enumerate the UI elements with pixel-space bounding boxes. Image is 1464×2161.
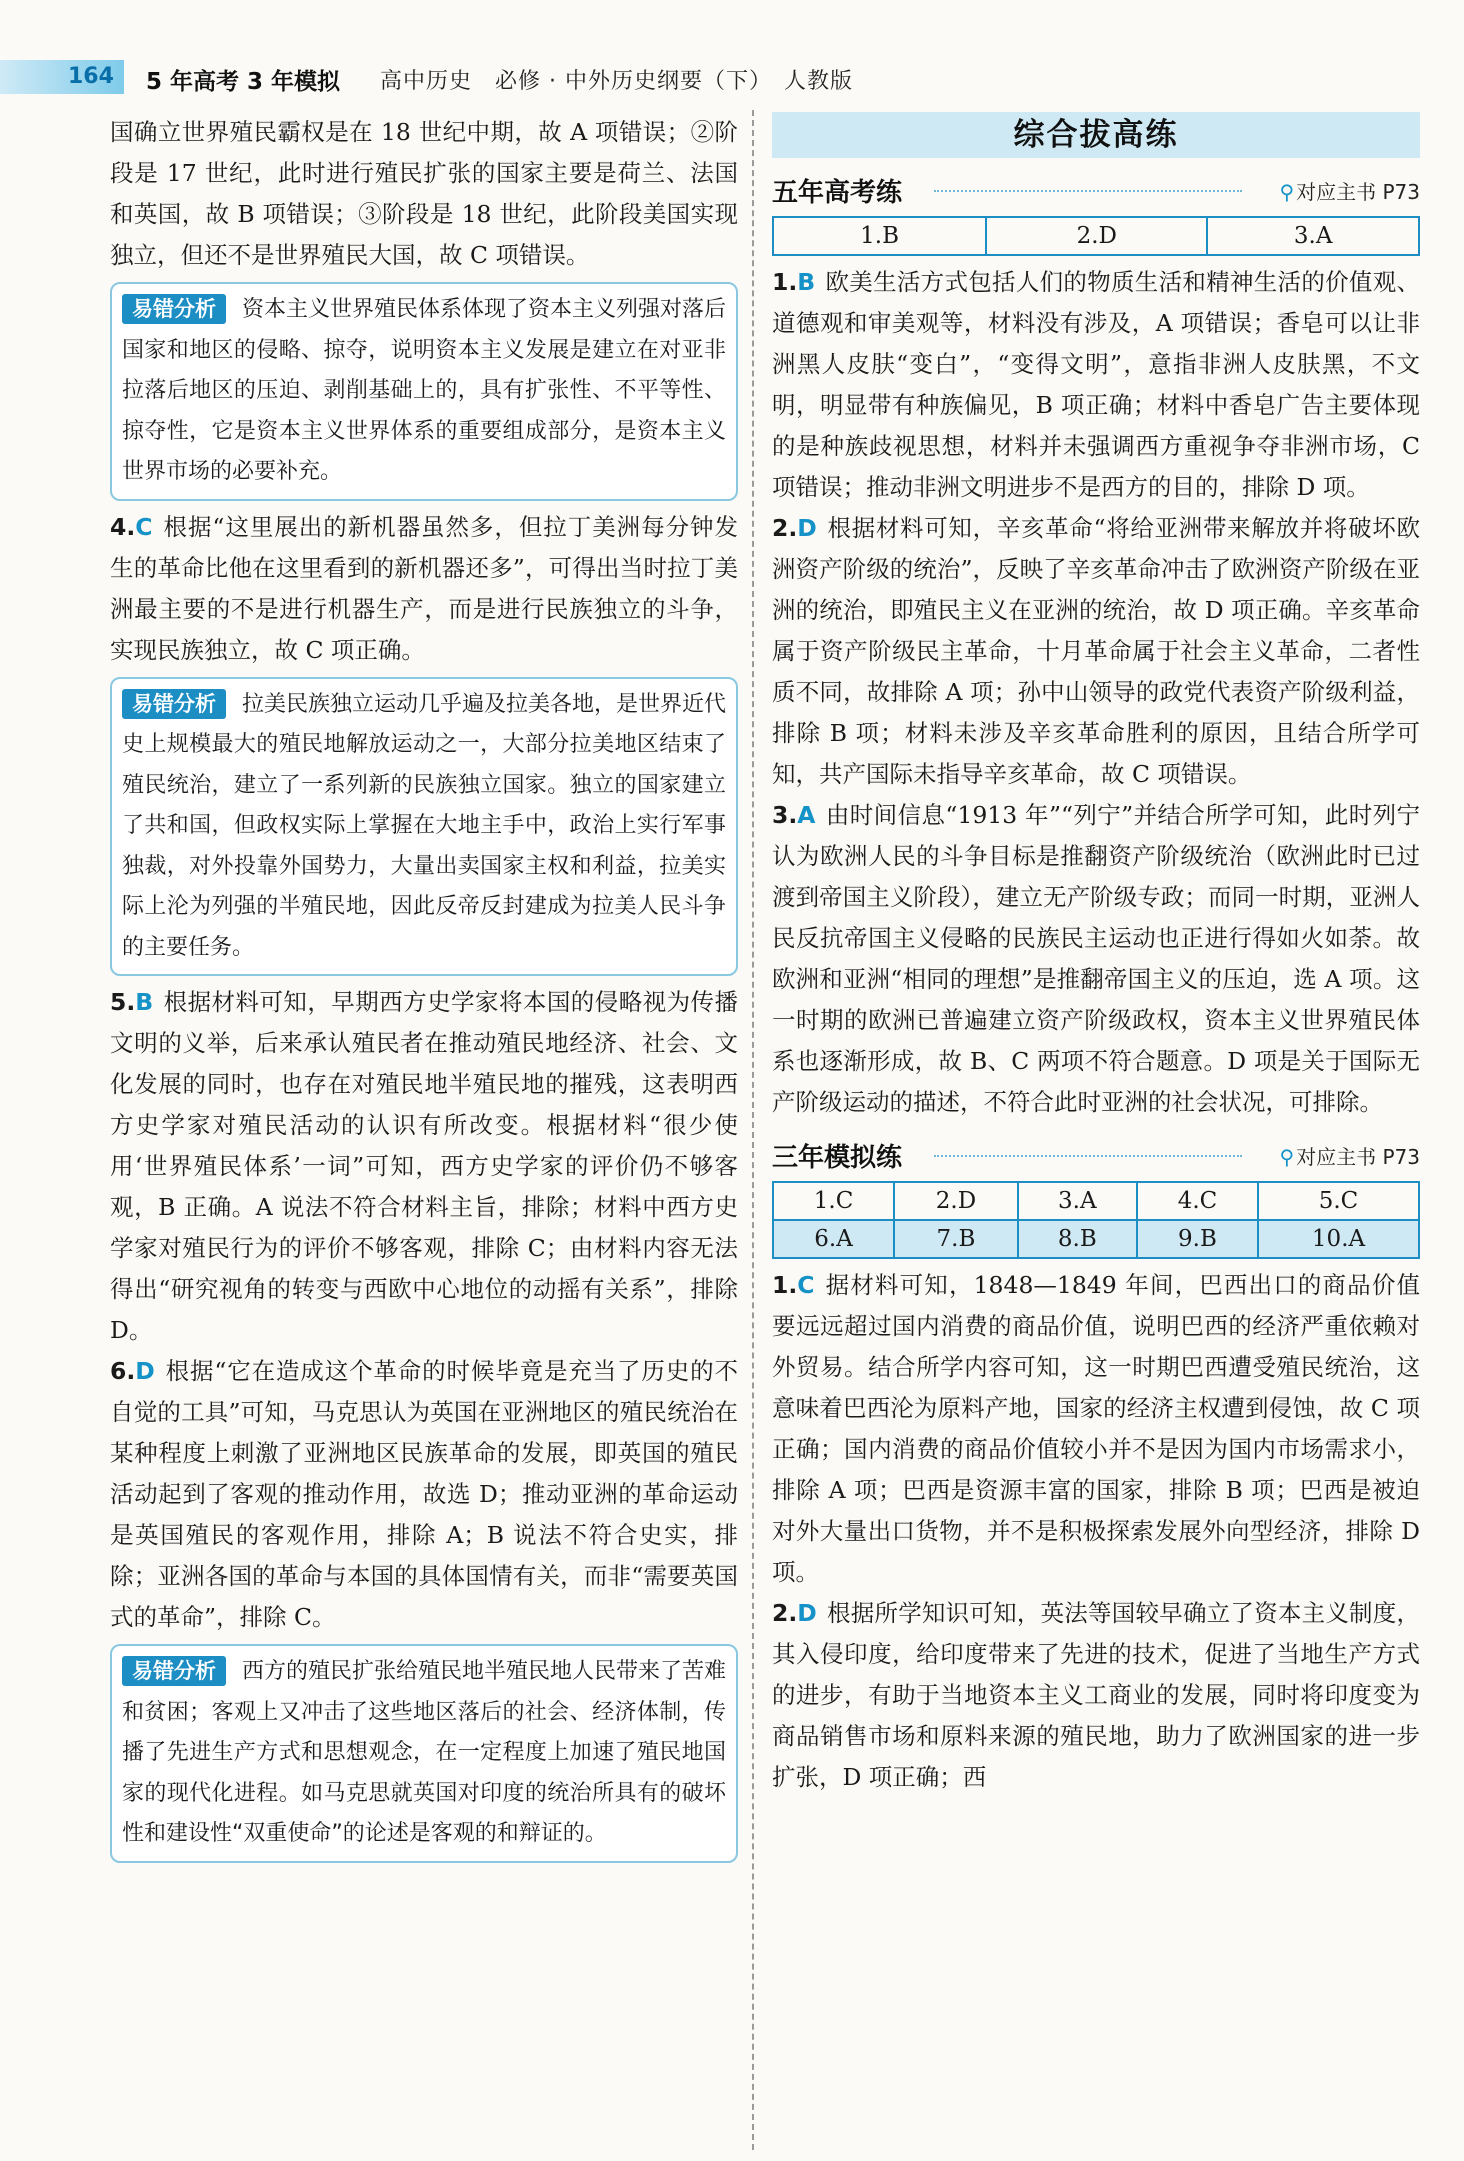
- error-analysis-box: [110, 1644, 738, 1863]
- answer-item-r1: [772, 262, 1420, 508]
- answer-cell: 3.A: [1207, 217, 1419, 255]
- item-answer: C: [797, 1271, 815, 1299]
- error-analysis-tag: 易错分析: [122, 689, 226, 719]
- answer-item-r3: [772, 795, 1420, 1123]
- answer-item-s2: [772, 1593, 1420, 1798]
- subsection-heading: [772, 168, 1420, 212]
- book-title: 5 年高考 3 年模拟: [146, 69, 341, 95]
- item-number: 5.: [110, 988, 136, 1016]
- item-number: 1.: [772, 268, 798, 296]
- answer-cell: 9.B: [1137, 1220, 1258, 1258]
- subsection-title: 三年模拟练: [772, 1143, 903, 1173]
- main-book-reference: [1279, 1141, 1420, 1170]
- subsection-title: 五年高考练: [772, 178, 903, 208]
- item-explanation: 根据材料可知，辛亥革命“将给亚洲带来解放并将破坏欧洲资产阶级的统治”，反映了辛亥革命冲击了欧洲资产阶级在亚洲的统治，即殖民主义在亚洲的统治，故 D 项正确。辛亥革命属于资产阶级民主革命，十月革命属于社会主义革命，二者性质不同，故排除 A 项；孙中山领导的政党代表资产阶级利益，排除 B 项；材料未涉及辛亥革命胜利的原因，且结合所学可知，共产国际未指导辛亥革命，故 C 项错误。: [772, 514, 1420, 788]
- column-divider: [752, 110, 754, 2150]
- reference-text: 对应主书 P73: [1296, 180, 1420, 204]
- item-number: 1.: [772, 1271, 798, 1299]
- answer-cell: 6.A: [773, 1220, 894, 1258]
- item-number: 3.: [772, 801, 798, 829]
- error-analysis-text: 拉美民族独立运动几乎遍及拉美各地，是世界近代史上规模最大的殖民地解放运动之一，大部分拉美地区结束了殖民统治，建立了一系列新的民族独立国家。独立的国家建立了共和国，但政权实际上掌握在大地主手中，政治上实行军事独裁，对外投靠外国势力，大量出卖国家主权和利益，拉美实际上沦为列强的半殖民地，因此反帝反封建成为拉美人民斗争的主要任务。: [122, 691, 727, 960]
- answer-cell: 7.B: [894, 1220, 1018, 1258]
- subsection-heading: [772, 1133, 1420, 1177]
- error-analysis-tag: 易错分析: [122, 294, 226, 324]
- item-number: 2.: [772, 1599, 798, 1627]
- answer-item-4: [110, 507, 738, 671]
- item-answer: D: [797, 1599, 817, 1627]
- item-answer: A: [797, 801, 816, 829]
- main-book-reference: [1279, 176, 1420, 205]
- section-banner: 综合拔高练: [772, 112, 1420, 158]
- left-column: [110, 112, 738, 1869]
- item-number: 2.: [772, 514, 798, 542]
- right-column: [772, 112, 1420, 1798]
- item-number: 6.: [110, 1357, 136, 1385]
- book-subtitle: 高中历史 必修 · 中外历史纲要（下） 人教版: [380, 69, 853, 94]
- item-explanation: 根据材料可知，早期西方史学家将本国的侵略视为传播文明的义举，后来承认殖民者在推动殖民地经济、社会、文化发展的同时，也存在对殖民地半殖民地的摧残，这表明西方史学家对殖民活动的认识有所改变。根据材料“很少使用‘世界殖民体系’一词”可知，西方史学家的评价仍不够客观，B 正确。A 说法不符合材料主旨，排除；材料中西方史学家对殖民行为的评价不够客观，排除 C；由材料内容无法得出“研究视角的转变与西欧中心地位的动摇有关系”，排除 D。: [110, 988, 738, 1344]
- answer-table: [772, 1181, 1420, 1259]
- error-analysis-tag: 易错分析: [122, 1656, 226, 1686]
- answer-item-s1: [772, 1265, 1420, 1593]
- answer-cell: 1.C: [773, 1182, 894, 1220]
- error-analysis-text: 资本主义世界殖民体系体现了资本主义列强对落后国家和地区的侵略、掠夺，说明资本主义发展是建立在对亚非拉落后地区的压迫、剥削基础上的，具有扩张性、不平等性、掠夺性，它是资本主义世界体系的重要组成部分，是资本主义世界市场的必要补充。: [122, 297, 727, 484]
- continued-paragraph: 国确立世界殖民霸权是在 18 世纪中期，故 A 项错误；②阶段是 17 世纪，此时进行殖民扩张的国家主要是荷兰、法国和英国，故 B 项错误；③阶段是 18 世纪，此阶段美国实现独立，但还不是世界殖民大国，故 C 项错误。: [110, 118, 738, 269]
- answer-item-6: [110, 1351, 738, 1638]
- reference-text: 对应主书 P73: [1296, 1145, 1420, 1169]
- item-explanation: 据材料可知，1848—1849 年间，巴西出口的商品价值要远远超过国内消费的商品价值，说明巴西的经济严重依赖对外贸易。结合所学内容可知，这一时期巴西遭受殖民统治，这意味着巴西沦为原料产地，国家的经济主权遭到侵蚀，故 C 项正确；国内消费的商品价值较小并不是因为国内市场需求小，排除 A 项；巴西是资源丰富的国家，排除 B 项；巴西是被迫对外大量出口货物，并不是积极探索发展外向型经济，排除 D 项。: [772, 1271, 1420, 1586]
- dotted-leader: [934, 1155, 1242, 1157]
- item-answer: B: [797, 268, 816, 296]
- answer-item-r2: [772, 508, 1420, 795]
- error-analysis-box: [110, 282, 738, 501]
- magnifier-icon: ⚲: [1279, 1145, 1295, 1169]
- magnifier-icon: ⚲: [1279, 180, 1295, 204]
- item-number: 4.: [110, 512, 136, 541]
- answer-cell: 2.D: [894, 1182, 1018, 1220]
- page-header: [0, 60, 1464, 98]
- item-answer: B: [135, 988, 154, 1016]
- answer-cell: 3.A: [1018, 1182, 1137, 1220]
- item-explanation: 根据“它在造成这个革命的时候毕竟是充当了历史的不自觉的工具”可知，马克思认为英国在亚洲地区的殖民统治在某种程度上刺激了亚洲地区民族革命的发展，即英国的殖民活动起到了客观的推动作用，故选 D；推动亚洲的革命运动是英国殖民的客观作用，排除 A；B 说法不符合史实，排除；亚洲各国的革命与本国的具体国情有关，而非“需要英国式的革命”，排除 C。: [110, 1357, 738, 1631]
- item-answer: D: [135, 1357, 155, 1385]
- item-answer: D: [797, 514, 817, 542]
- answer-item-5: [110, 982, 738, 1351]
- item-explanation: 由时间信息“1913 年”“列宁”并结合所学可知，此时列宁认为欧洲人民的斗争目标是推翻资产阶级统治（欧洲此时已过渡到帝国主义阶段），建立无产阶级专政；而同一时期，亚洲人民反抗帝国主义侵略的民族民主运动也正进行得如火如荼。故欧洲和亚洲“相同的理想”是推翻帝国主义的压迫，选 A 项。这一时期的欧洲已普遍建立资产阶级政权，资本主义世界殖民体系也逐渐形成，故 B、C 两项不符合题意。D 项是关于国际无产阶级运动的描述，不符合此时亚洲的社会状况，可排除。: [772, 801, 1420, 1116]
- page-number: 164: [68, 64, 114, 89]
- error-analysis-text: 西方的殖民扩张给殖民地半殖民地人民带来了苦难和贫困；客观上又冲击了这些地区落后的社会、经济体制，传播了先进生产方式和思想观念，在一定程度上加速了殖民地国家的现代化进程。如马克思就英国对印度的统治所具有的破坏性和建设性“双重使命”的论述是客观的和辩证的。: [122, 1659, 727, 1846]
- item-explanation: 根据所学知识可知，英法等国较早确立了资本主义制度，其入侵印度，给印度带来了先进的技术，促进了当地生产方式的进步，有助于当地资本主义工商业的发展，同时将印度变为商品销售市场和原料来源的殖民地，助力了欧洲国家的进一步扩张，D 项正确；西: [772, 1599, 1420, 1791]
- answer-cell: 2.D: [986, 217, 1207, 255]
- answer-cell: 8.B: [1018, 1220, 1137, 1258]
- item-answer: C: [135, 512, 153, 541]
- answer-table: [772, 216, 1420, 256]
- answer-cell: 10.A: [1258, 1220, 1419, 1258]
- answer-cell: 1.B: [773, 217, 986, 255]
- item-explanation: 根据“这里展出的新机器虽然多，但拉丁美洲每分钟发生的革命比他在这里看到的新机器还多”，可得出当时拉丁美洲最主要的不是进行机器生产，而是进行民族独立的斗争，实现民族独立，故 C 项正确。: [110, 512, 738, 664]
- answer-cell: 5.C: [1258, 1182, 1419, 1220]
- error-analysis-box: [110, 677, 738, 977]
- dotted-leader: [934, 190, 1242, 192]
- answer-cell: 4.C: [1137, 1182, 1258, 1220]
- item-explanation: 欧美生活方式包括人们的物质生活和精神生活的价值观、道德观和审美观等，材料没有涉及，A 项错误；香皂可以让非洲黑人皮肤“变白”，“变得文明”，意指非洲人皮肤黑，不文明，明显带有种族偏见，B 项正确；材料中香皂广告主要体现的是种族歧视思想，材料并未强调西方重视争夺非洲市场，C 项错误；推动非洲文明进步不是西方的目的，排除 D 项。: [772, 268, 1420, 501]
